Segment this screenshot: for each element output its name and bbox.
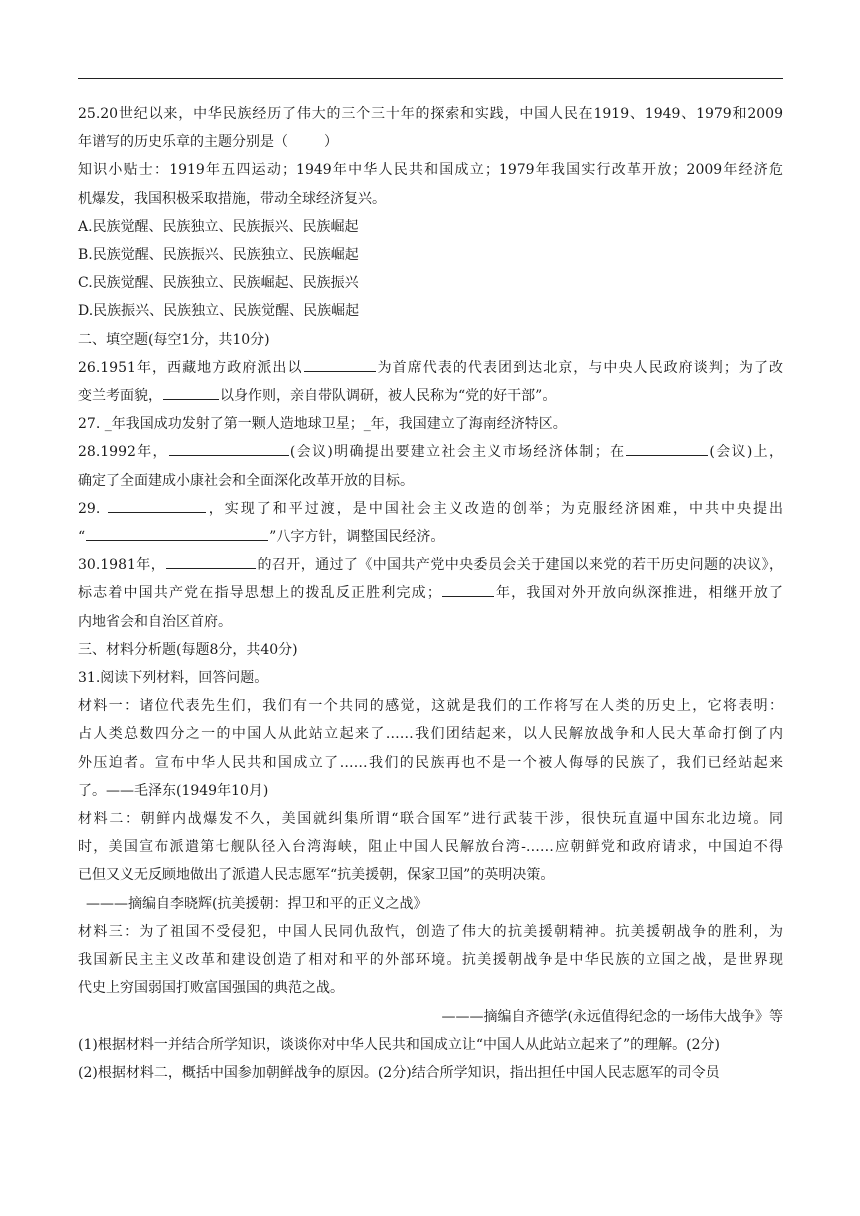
q30-line2: 标志着中国共产党在指导思想上的拨乱反正胜利完成； 年，我国对外开放向纵深推进，相继开放了	[78, 579, 783, 607]
fill-blank[interactable]	[163, 383, 219, 400]
material-1-line2: 占人类总数四分之一的中国人从此站立起来了……我们团结起来，以人民解放战争和人民大革命打倒了内	[78, 726, 783, 743]
material-1-line4: 了。——毛泽东(1949年10月)	[78, 782, 269, 799]
q28-line2: 确定了全面建成小康社会和全面深化改革开放的目标。	[78, 472, 414, 489]
q29-line1: 29. ，实现了和平过渡，是中国社会主义改造的创举；为克服经济困难，中共中央提出	[78, 495, 783, 523]
question-26	[78, 354, 783, 410]
q25-stem-line2: 年谱写的历史乐章的主题分别是（ ）	[78, 134, 338, 151]
fill-blank[interactable]	[304, 355, 376, 372]
q29-line2: “ ”八字方针，调整国民经济。	[78, 523, 783, 551]
q25-stem-line1: 25.20世纪以来，中华民族经历了伟大的三个三十年的探索和实践，中国人民在1919、1949、1979和2009	[78, 106, 783, 122]
exam-page-content	[78, 100, 783, 1087]
question-25	[78, 100, 783, 326]
q25-tip-line1: 知识小贴士：1919年五四运动；1949年中华人民共和国成立；1979年我国实行改革开放；2009年经济危	[78, 162, 783, 179]
q31-intro: 31.阅读下列材料，回答问题。	[78, 670, 269, 687]
q25-option-a: A.民族觉醒、民族独立、民族振兴、民族崛起	[78, 218, 359, 235]
fill-blank[interactable]	[442, 580, 494, 597]
material-1-line1: 材料一：诸位代表先生们，我们有一个共同的感觉，这就是我们的工作将写在人类的历史上，它将表明：	[78, 698, 783, 715]
section-3-heading: 三、材料分析题(每题8分，共40分)	[78, 641, 298, 658]
material-3-source: ———摘编自齐德学(永远值得纪念的一场伟大战争》等	[441, 1008, 783, 1025]
material-3-line1: 材料三：为了祖国不受侵犯，中国人民同仇敌忾，创造了伟大的抗美援朝精神。抗美援朝战争的胜利，为	[78, 923, 783, 940]
section-2-heading: 二、填空题(每空1分，共10分)	[78, 331, 270, 348]
q25-tip-line2: 机爆发，我国积极采取措施，带动全球经济复兴。	[78, 190, 386, 207]
material-3-line3: 代史上穷国弱国打败富国强国的典范之战。	[78, 980, 344, 997]
q30-line3: 内地省会和自治区首府。	[78, 613, 232, 630]
fill-blank[interactable]	[86, 524, 268, 541]
material-1-line3: 外压迫者。宣布中华人民共和国成立了……我们的民族再也不是一个被人侮辱的民族了，我们已经站起来	[78, 754, 783, 771]
material-2-line1: 材料二：朝鲜内战爆发不久，美国就纠集所谓“联合国军”进行武装干涉，很快玩直逼中国东北边境。同	[78, 811, 783, 828]
material-3-line2: 我国新民主主义改革和建设创造了相对和平的外部环境。抗美援朝战争是中华民族的立国之战，是世界现	[78, 952, 783, 969]
q26-line1: 26.1951年，西藏地方政府派出以 为首席代表的代表团到达北京，与中央人民政府谈判；为了改	[78, 354, 783, 382]
material-2-source: ———摘编自李晓辉(抗美援朝：捍卫和平的正义之战》	[86, 895, 428, 912]
question-31	[78, 664, 783, 1087]
q25-option-c: C.民族觉醒、民族独立、民族崛起、民族振兴	[78, 275, 359, 292]
material-2-line2: 时，美国宣布派遣第七舰队径入台湾海峡，阻止中国人民解放台湾-……应朝鲜党和政府请求，中国迫不得	[78, 839, 783, 856]
q31-sub-question-2: (2)根据材料二，概括中国参加朝鲜战争的原因。(2分)结合所学知识，指出担任中国人民志愿军的司令员	[78, 1064, 720, 1081]
header-rule	[78, 78, 783, 79]
material-2-line3: 已但又义无反顾地做出了派遣人民志愿军“抗美援朝，保家卫国”的英明决策。	[78, 867, 555, 884]
q25-option-d: D.民族振兴、民族独立、民族觉醒、民族崛起	[78, 303, 360, 320]
fill-blank[interactable]	[169, 439, 289, 456]
fill-blank[interactable]	[108, 496, 206, 513]
fill-blank[interactable]	[166, 552, 256, 569]
q26-line2: 变兰考面貌， 以身作则，亲自带队调研，被人民称为“党的好干部”。	[78, 382, 783, 410]
q28-line1: 28.1992年， (会议)明确提出要建立社会主义市场经济体制；在 (会议)上，	[78, 438, 783, 466]
question-28	[78, 438, 783, 494]
question-29	[78, 495, 783, 551]
question-30	[78, 551, 783, 636]
q25-option-b: B.民族觉醒、民族振兴、民族独立、民族崛起	[78, 247, 359, 264]
q31-sub-question-1: (1)根据材料一并结合所学知识，谈谈你对中华人民共和国成立让“中国人从此站立起来了”的理解。(2分)	[78, 1036, 720, 1053]
q30-line1: 30.1981年， 的召开，通过了《中国共产党中央委员会关于建国以来党的若干历史问题的决议》，	[78, 551, 783, 579]
question-27: 27. _年我国成功发射了第一颗人造地球卫星；_年，我国建立了海南经济特区。	[78, 416, 567, 433]
fill-blank[interactable]	[626, 439, 708, 456]
